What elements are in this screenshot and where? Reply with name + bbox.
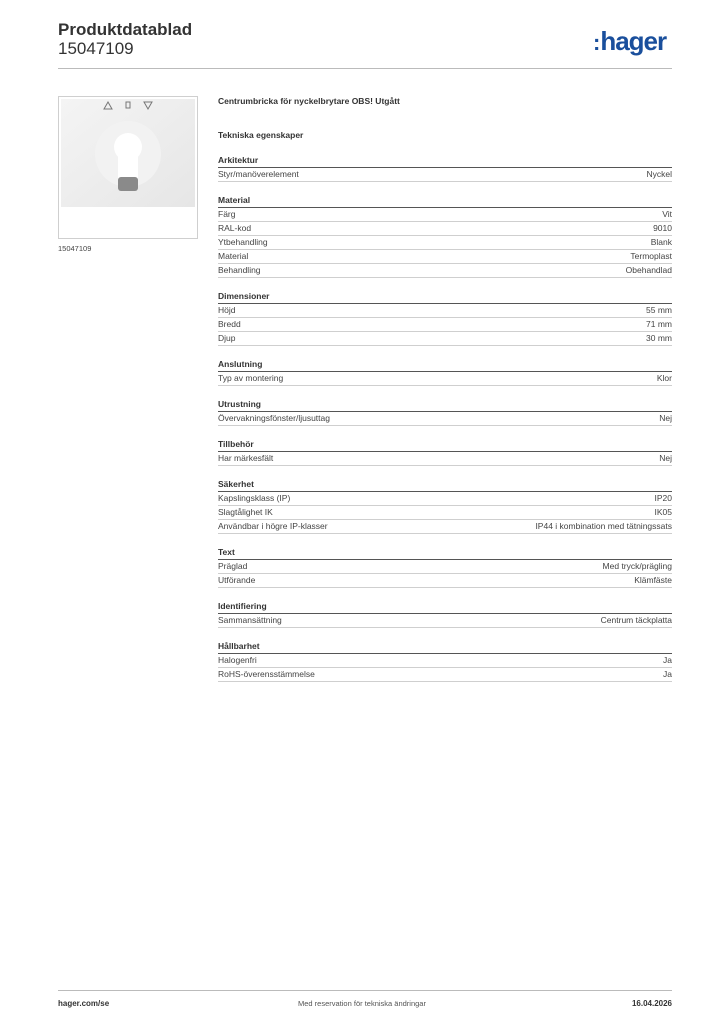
property-value: IP20 — [654, 493, 672, 503]
logo-text: hager — [600, 26, 667, 56]
property-label: Präglad — [218, 561, 248, 571]
keyhole-switch-plate-icon — [59, 97, 197, 238]
property-row — [218, 452, 672, 466]
property-label: Typ av montering — [218, 373, 284, 383]
section-heading: Text — [218, 547, 672, 560]
property-value: IK05 — [654, 507, 672, 517]
section — [218, 601, 672, 628]
image-caption: 15047109 — [58, 244, 92, 253]
footer-website: hager.com/se — [58, 999, 110, 1008]
footer-date: 16.04.2026 — [631, 999, 672, 1008]
property-label: Färg — [218, 209, 236, 219]
property-row — [218, 506, 672, 520]
section-heading: Anslutning — [218, 359, 672, 372]
property-value: Nej — [659, 453, 672, 463]
section — [218, 439, 672, 466]
property-row — [218, 168, 672, 182]
property-row — [218, 264, 672, 278]
section-heading: Arkitektur — [218, 155, 672, 168]
property-label: Kapslingsklass (IP) — [218, 493, 291, 503]
property-label: Sammansättning — [218, 615, 282, 625]
section-heading: Dimensioner — [218, 291, 672, 304]
property-row — [218, 560, 672, 574]
logo-dots-icon: : — [593, 30, 600, 55]
property-value: 9010 — [653, 223, 672, 233]
property-row — [218, 304, 672, 318]
property-label: Utförande — [218, 575, 256, 585]
property-label: Ytbehandling — [218, 237, 268, 247]
section-heading: Säkerhet — [218, 479, 672, 492]
footer-divider — [58, 990, 672, 991]
section — [218, 195, 672, 278]
section — [218, 291, 672, 346]
property-value: Centrum täckplatta — [600, 615, 672, 625]
section-heading: Hållbarhet — [218, 641, 672, 654]
property-row — [218, 492, 672, 506]
property-label: Bredd — [218, 319, 241, 329]
property-value: Klor — [656, 373, 672, 383]
property-label: Övervakningsfönster/ljusuttag — [218, 413, 330, 423]
property-value: Nej — [659, 413, 672, 423]
property-label: Halogenfri — [218, 655, 257, 665]
property-label: RoHS-överensstämmelse — [218, 669, 315, 679]
property-value: Ja — [663, 669, 672, 679]
property-label: Har märkesfält — [218, 453, 274, 463]
property-value: IP44 i kombination med tätningssats — [535, 521, 672, 531]
property-label: Slagtålighet IK — [218, 507, 273, 517]
property-row — [218, 668, 672, 682]
property-row — [218, 412, 672, 426]
property-label: Användbar i högre IP-klasser — [218, 521, 328, 531]
header-divider — [58, 68, 672, 69]
property-value: Klämfäste — [634, 575, 672, 585]
property-value: Blank — [650, 237, 672, 247]
section-heading: Tillbehör — [218, 439, 672, 452]
product-number: 15047109 — [58, 39, 134, 58]
product-title: Centrumbricka för nyckelbrytare OBS! Utgått — [218, 96, 400, 106]
section — [218, 479, 672, 534]
property-row — [218, 654, 672, 668]
section — [218, 641, 672, 682]
product-details — [218, 96, 672, 682]
section — [218, 399, 672, 426]
section — [218, 155, 672, 182]
property-label: Behandling — [218, 265, 261, 275]
hager-logo — [593, 27, 666, 57]
property-value: 55 mm — [646, 305, 672, 315]
section-heading: Material — [218, 195, 672, 208]
property-label: Styr/manöverelement — [218, 169, 299, 179]
property-row — [218, 236, 672, 250]
property-label: Djup — [218, 333, 236, 343]
property-label: RAL-kod — [218, 223, 252, 233]
section-heading: Utrustning — [218, 399, 672, 412]
property-row — [218, 614, 672, 628]
property-row — [218, 208, 672, 222]
sections-list — [218, 155, 672, 682]
property-value: Nyckel — [646, 169, 672, 179]
property-row — [218, 372, 672, 386]
tech-properties-heading: Tekniska egenskaper — [218, 130, 304, 140]
property-label: Höjd — [218, 305, 236, 315]
property-row — [218, 250, 672, 264]
property-row — [218, 574, 672, 588]
property-row — [218, 520, 672, 534]
section — [218, 547, 672, 588]
property-row — [218, 222, 672, 236]
property-value: Vit — [662, 209, 672, 219]
property-value: 30 mm — [646, 333, 672, 343]
page-title: Produktdatablad — [58, 20, 193, 39]
property-value: Obehandlad — [625, 265, 672, 275]
section-heading: Identifiering — [218, 601, 672, 614]
property-row — [218, 318, 672, 332]
product-image — [58, 96, 198, 239]
property-value: 71 mm — [646, 319, 672, 329]
property-value: Ja — [663, 655, 672, 665]
property-label: Material — [218, 251, 249, 261]
property-value: Termoplast — [630, 251, 672, 261]
property-row — [218, 332, 672, 346]
property-value: Med tryck/prägling — [602, 561, 672, 571]
footer-disclaimer: Med reservation för tekniska ändringar — [298, 999, 426, 1008]
section — [218, 359, 672, 386]
